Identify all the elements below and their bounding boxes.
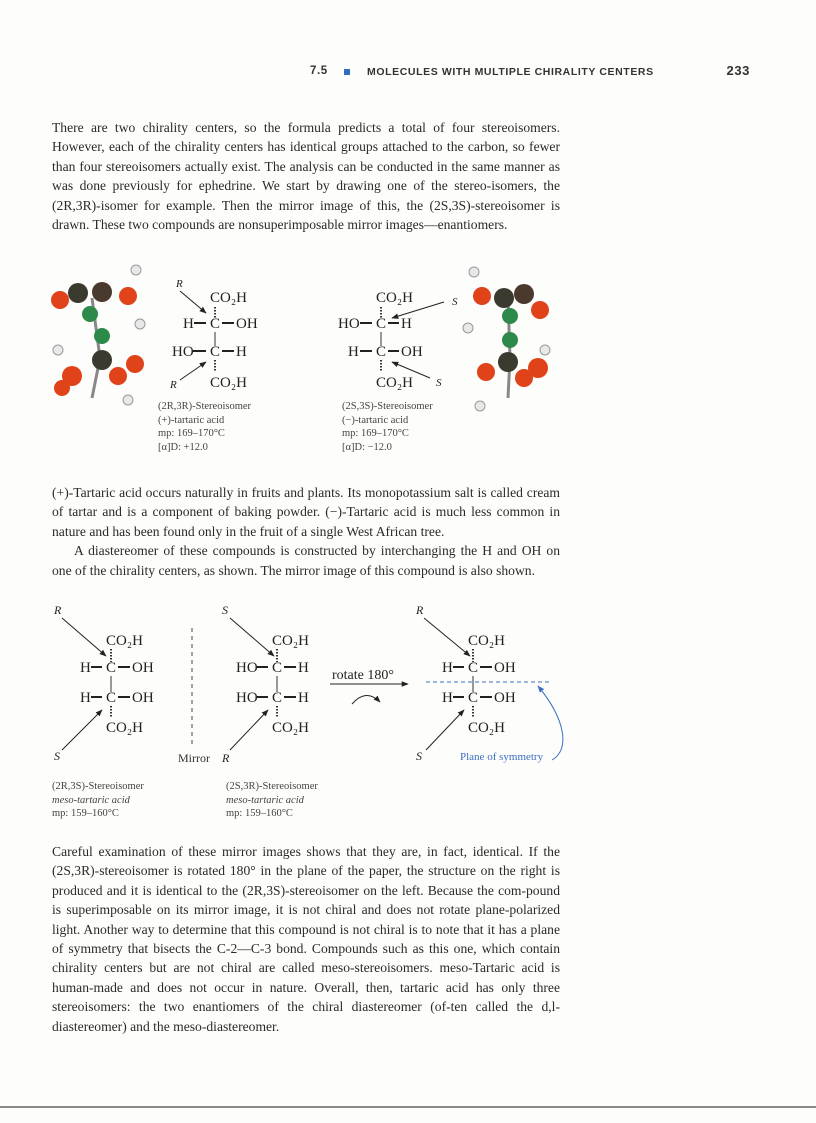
group-label: CO₂H <box>468 720 505 736</box>
fischer-projection-2R3R <box>169 278 258 391</box>
fischer-projection-rotated <box>415 603 552 763</box>
substituent: H <box>348 344 359 360</box>
config-label: R <box>176 278 183 290</box>
config-label: S <box>54 749 60 763</box>
substituent: OH <box>236 316 258 332</box>
figure-enantiomers <box>40 258 600 463</box>
page-number: 233 <box>726 63 750 78</box>
section-title: MOLECULES WITH MULTIPLE CHIRALITY CENTERS <box>367 66 654 78</box>
caption-line: (+)-tartaric acid <box>158 414 225 426</box>
substituent: OH <box>132 690 154 706</box>
paragraph-1 <box>52 118 560 234</box>
header-bullet-icon <box>344 69 350 75</box>
caption-line: [α]D: +12.0 <box>158 441 208 453</box>
group-label: CO₂H <box>272 720 309 736</box>
group-label: CO₂H <box>210 375 247 391</box>
config-label: R <box>170 379 177 391</box>
substituent: HO <box>172 344 194 360</box>
substituent: H <box>298 660 309 676</box>
caption-line: meso-tartaric acid <box>52 794 130 806</box>
substituent: OH <box>132 660 154 676</box>
caption-2R3R <box>158 400 318 454</box>
substituent: OH <box>494 660 516 676</box>
substituent: HO <box>236 690 258 706</box>
group-label: CO₂H <box>106 633 143 649</box>
substituent: H <box>298 690 309 706</box>
caption-2R3S <box>52 780 212 821</box>
carbon-atom: C <box>376 344 387 360</box>
group-label: CO₂H <box>106 720 143 736</box>
caption-line: (2S,3R)-Stereoisomer <box>226 781 318 792</box>
paragraph-3-text: A diastereomer of these compounds is constructed by interchanging the H and OH on one of the chirality centers, as shown. The mirror image of this compound is also shown. <box>52 543 560 578</box>
figure-meso-tartaric <box>40 600 580 828</box>
ball-and-stick-model-left <box>51 265 145 405</box>
caption-line: (−)-tartaric acid <box>342 414 409 426</box>
carbon-atom: C <box>468 660 479 676</box>
running-header <box>310 63 750 79</box>
carbon-atom: C <box>210 316 221 332</box>
carbon-atom: C <box>106 660 117 676</box>
caption-line: (2R,3S)-Stereoisomer <box>52 781 144 792</box>
substituent: H <box>442 690 453 706</box>
paragraph-2-text: (+)-Tartaric acid occurs naturally in fruits and plants. Its monopotassium salt is called cream of tartar and is a component of baking powder. (−)-Tartaric acid is much less common in nature and has been found only in the fruit of a single West African tree. <box>52 485 560 539</box>
caption-line: mp: 159–160°C <box>52 808 119 819</box>
carbon-atom: C <box>272 690 283 706</box>
caption-2S3R <box>226 780 386 821</box>
group-label: CO₂H <box>272 633 309 649</box>
substituent: HO <box>236 660 258 676</box>
caption-line: (2S,3S)-Stereoisomer <box>342 401 433 412</box>
curved-arrow-icon <box>352 695 380 704</box>
fischer-projection-2S3R <box>221 603 309 765</box>
paragraph-4-text: Careful examination of these mirror images shows that they are, in fact, identical. If the (2S,3R)-stereoisomer is rotated 180° in the plane of the paper, the structure on the right is produced and it is identical to the (2R,3S)-stereoisomer on the left. Because the com-pound is superimposable on its mirror image, it is not chiral and does not rotate plane-polarized light. Another way to determine that this compound is not chiral is to note that it has a plane of symmetry that bisects the C-2—C-3 bond. Compounds such as this one, which contain chirality centers but are not chiral are called meso-stereoisomers. meso-Tartaric acid is human-made and does not occur in nature. Overall, then, tartaric acid has only three stereoisomers: the two enantiomers of the chiral diastereomer (of-ten called the d,l-diastereomer) and the meso-diastereomer. <box>52 844 560 1034</box>
fischer-projection-2R3S <box>53 603 154 763</box>
carbon-atom: C <box>106 690 117 706</box>
rotate-annotation <box>330 668 408 704</box>
group-label: CO₂H <box>210 290 247 306</box>
group-label: CO₂H <box>376 290 413 306</box>
substituent: H <box>442 660 453 676</box>
config-label: R <box>222 751 230 765</box>
carbon-atom: C <box>468 690 479 706</box>
section-number: 7.5 <box>310 65 328 77</box>
ball-and-stick-model-right <box>463 267 550 411</box>
config-label: R <box>416 603 424 617</box>
group-label: CO₂H <box>468 633 505 649</box>
substituent: H <box>236 344 247 360</box>
config-label: S <box>436 377 442 389</box>
carbon-atom: C <box>376 316 387 332</box>
caption-line: mp: 169–170°C <box>158 428 225 439</box>
caption-line: mp: 169–170°C <box>342 428 409 439</box>
plane-pointer-arrow-icon <box>538 686 563 760</box>
fischer-projection-2S3S <box>338 290 458 391</box>
paragraph-4 <box>52 842 560 1036</box>
substituent: H <box>80 660 91 676</box>
caption-line: mp: 159–160°C <box>226 808 293 819</box>
rotate-label: rotate 180° <box>332 668 394 683</box>
paragraph-2 <box>52 483 560 580</box>
substituent: HO <box>338 316 360 332</box>
caption-line: meso-tartaric acid <box>226 794 304 806</box>
page-bottom-rule <box>0 1106 816 1108</box>
substituent: H <box>401 316 412 332</box>
carbon-atom: C <box>210 344 221 360</box>
group-label: CO₂H <box>376 375 413 391</box>
caption-line: [α]D: −12.0 <box>342 441 392 453</box>
substituent: H <box>80 690 91 706</box>
config-label: S <box>452 296 458 308</box>
substituent: OH <box>401 344 423 360</box>
carbon-atom: C <box>272 660 283 676</box>
caption-line: (2R,3R)-Stereoisomer <box>158 401 252 412</box>
substituent: OH <box>494 690 516 706</box>
config-label: S <box>416 749 422 763</box>
mirror-label: Mirror <box>178 751 210 765</box>
plane-of-symmetry-label: Plane of symmetry <box>460 751 544 763</box>
substituent: H <box>183 316 194 332</box>
paragraph-1-text: There are two chirality centers, so the formula predicts a total of four stereoisomers. However, each of the chirality centers has identical groups attached to the carbon, so fewer than four stereoisomers actually exist. The analysis can be conducted in the same manner as was done previously for ephedrine. We start by drawing one of the stereo-isomers, the (2R,3R)-isomer for example. Then the mirror image of this, the (2S,3S)-stereoisomer is drawn. These two compounds are nonsuperimposable mirror images—enantiomers. <box>52 120 560 233</box>
config-label: S <box>222 603 228 617</box>
config-label: R <box>54 603 62 617</box>
